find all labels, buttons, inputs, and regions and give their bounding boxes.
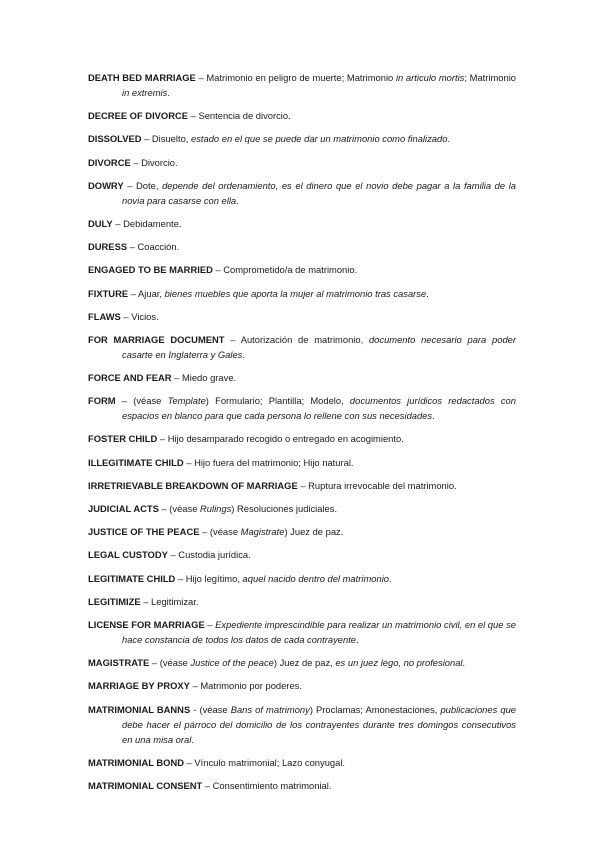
glossary-definition: . xyxy=(462,657,466,669)
glossary-term: MARRIAGE BY PROXY xyxy=(88,680,190,692)
glossary-definition: ) Proclamas; Amonestaciones, xyxy=(309,703,441,715)
glossary-definition: – (véase xyxy=(149,657,191,669)
glossary-definition: ) Formulario; Plantilla; Modelo, xyxy=(205,395,350,407)
glossary-definition: . xyxy=(447,133,451,145)
glossary-entry xyxy=(88,594,516,609)
glossary-definition: – (véase xyxy=(199,526,241,538)
glossary-definition: - (véase xyxy=(190,703,231,715)
glossary-definition: . xyxy=(356,633,359,645)
glossary-entry xyxy=(88,70,516,100)
glossary-note: in extremis xyxy=(122,87,168,98)
glossary-note: documentos jurídicos redactados con espacios en blanco para que cada persona lo rellene con sus necesidades xyxy=(122,395,516,422)
glossary-definition: ) Juez de paz. xyxy=(284,526,344,538)
glossary-definition: . xyxy=(432,410,435,422)
glossary-entry xyxy=(88,455,516,470)
glossary-note: Rulings xyxy=(200,503,232,514)
glossary-note: es un juez lego, no profesional xyxy=(335,657,463,669)
glossary-entry xyxy=(88,131,516,146)
glossary-term: MAGISTRATE xyxy=(88,657,150,669)
glossary-note: Magistrate xyxy=(240,526,285,538)
glossary-definition: . xyxy=(191,733,194,745)
glossary-term: MATRIMONIAL CONSENT xyxy=(88,779,203,791)
glossary-term: DEATH BED MARRIAGE xyxy=(88,72,196,83)
glossary-definition: – Hijo legítimo, xyxy=(175,572,243,584)
glossary-term: ENGAGED TO BE MARRIED xyxy=(88,264,213,276)
glossary-entry xyxy=(88,370,516,385)
glossary-entry xyxy=(88,702,516,747)
glossary-note: bienes muebles que aporta la mujer al matrimonio tras casarse xyxy=(164,287,427,299)
glossary-definition: – Comprometido/a de matrimonio. xyxy=(212,264,358,276)
glossary-definition: – Hijo fuera del matrimonio; Hijo natural. xyxy=(183,456,354,468)
glossary-entry-list xyxy=(88,70,516,801)
glossary-term: JUSTICE OF THE PEACE xyxy=(88,526,200,538)
glossary-definition: – (véase xyxy=(158,503,201,514)
glossary-term: FORM xyxy=(88,395,116,407)
glossary-definition: – Dote, xyxy=(123,179,163,191)
glossary-entry xyxy=(88,393,516,423)
glossary-term: FIXTURE xyxy=(88,287,129,299)
glossary-note: Justice of the peace xyxy=(190,657,274,669)
glossary-entry xyxy=(88,309,516,324)
glossary-definition: ; Matrimonio xyxy=(464,72,517,83)
glossary-entry xyxy=(88,108,516,123)
glossary-definition: – Sentencia de divorcio. xyxy=(188,110,291,122)
glossary-term: MATRIMONIAL BOND xyxy=(88,756,184,768)
glossary-definition: – Divorcio. xyxy=(130,156,178,168)
glossary-term: LEGAL CUSTODY xyxy=(88,549,168,561)
glossary-term: DECREE OF DIVORCE xyxy=(88,110,189,122)
glossary-definition: – Ajuar, xyxy=(128,287,165,299)
glossary-entry xyxy=(88,571,516,586)
glossary-entry xyxy=(88,262,516,277)
glossary-definition: – Matrimonio en peligro de muerte; Matrimonio xyxy=(195,72,396,83)
glossary-definition: – Legitimizar. xyxy=(140,595,199,607)
glossary-entry xyxy=(88,655,516,670)
glossary-definition: ) Juez de paz, xyxy=(273,657,336,669)
glossary-entry xyxy=(88,239,516,254)
glossary-entry xyxy=(88,178,516,208)
glossary-term: DULY xyxy=(88,217,113,229)
glossary-term: MATRIMONIAL BANNS xyxy=(88,703,191,715)
glossary-note: aquel nacido dentro del matrimonio xyxy=(242,572,389,584)
glossary-entry xyxy=(88,501,516,516)
glossary-definition: – Hijo desamparado recogido o entregado en acogimiento. xyxy=(157,433,404,445)
glossary-entry xyxy=(88,778,516,793)
glossary-note: estado en el que se puede dar un matrimonio como finalizado xyxy=(191,133,448,145)
glossary-entry xyxy=(88,431,516,446)
glossary-definition: . xyxy=(167,87,170,98)
glossary-note: publicaciones que debe hacer el párroco del domicilio de los contrayentes durante tres domingos consecutivos en una misa oral xyxy=(122,703,516,745)
glossary-term: FORCE AND FEAR xyxy=(88,372,172,384)
glossary-note: Template xyxy=(167,395,206,407)
glossary-definition: . xyxy=(242,348,245,360)
glossary-entry xyxy=(88,678,516,693)
glossary-note: Bans of matrimony xyxy=(230,703,310,715)
glossary-note: Expediente imprescindible para realizar un matrimonio civil, en el que se hace constancia de todos los datos de cada contrayente xyxy=(122,618,516,645)
glossary-definition: ) Resoluciones judiciales. xyxy=(231,503,338,514)
glossary-definition: . xyxy=(236,194,239,206)
glossary-definition: – Vicios. xyxy=(120,310,159,322)
glossary-definition: – Miedo grave. xyxy=(171,372,237,384)
glossary-term: DISSOLVED xyxy=(88,133,142,145)
glossary-definition: . xyxy=(426,287,429,299)
glossary-note: in articulo mortis xyxy=(395,72,465,83)
glossary-note: depende del ordenamiento, es el dinero que el novio debe pagar a la familia de la novia para casarse con ella xyxy=(122,179,516,206)
glossary-term: FLAWS xyxy=(88,310,121,322)
glossary-definition: – Disuelto, xyxy=(141,133,191,145)
glossary-term: IRRETRIEVABLE BREAKDOWN OF MARRIAGE xyxy=(88,479,298,491)
glossary-entry xyxy=(88,617,516,647)
glossary-definition: – Vínculo matrimonial; Lazo conyugal. xyxy=(184,756,346,768)
glossary-term: DURESS xyxy=(88,241,128,253)
glossary-term: LEGITIMIZE xyxy=(88,595,141,607)
glossary-note: documento necesario para poder casarte en Inglaterra y Gales xyxy=(122,333,516,360)
glossary-definition: – Consentimiento matrimonial. xyxy=(202,779,332,791)
glossary-definition: – Custodia jurídica. xyxy=(167,549,251,561)
glossary-entry xyxy=(88,286,516,301)
glossary-entry xyxy=(88,547,516,562)
glossary-term: FOSTER CHILD xyxy=(88,433,158,445)
glossary-entry xyxy=(88,155,516,170)
glossary-term: LEGITIMATE CHILD xyxy=(88,572,176,584)
glossary-definition: . xyxy=(389,572,392,584)
glossary-definition: – Debidamente. xyxy=(112,217,182,229)
glossary-entry xyxy=(88,478,516,493)
glossary-definition: – Coacción. xyxy=(127,241,180,253)
glossary-entry xyxy=(88,755,516,770)
glossary-entry xyxy=(88,216,516,231)
glossary-definition: – Autorización de matrimonio, xyxy=(224,333,369,345)
glossary-term: DOWRY xyxy=(88,179,124,191)
glossary-term: LICENSE FOR MARRIAGE xyxy=(88,618,205,630)
glossary-definition: – xyxy=(204,618,216,630)
glossary-definition: – (véase xyxy=(115,395,168,407)
glossary-entry xyxy=(88,524,516,539)
glossary-entry xyxy=(88,332,516,362)
glossary-term: JUDICIAL ACTS xyxy=(88,503,159,514)
glossary-definition: – Matrimonio por poderes. xyxy=(189,680,302,692)
glossary-term: DIVORCE xyxy=(88,156,131,168)
glossary-term: FOR MARRIAGE DOCUMENT xyxy=(88,333,225,345)
glossary-definition: – Ruptura irrevocable del matrimonio. xyxy=(297,479,457,491)
glossary-term: ILLEGITIMATE CHILD xyxy=(88,456,184,468)
